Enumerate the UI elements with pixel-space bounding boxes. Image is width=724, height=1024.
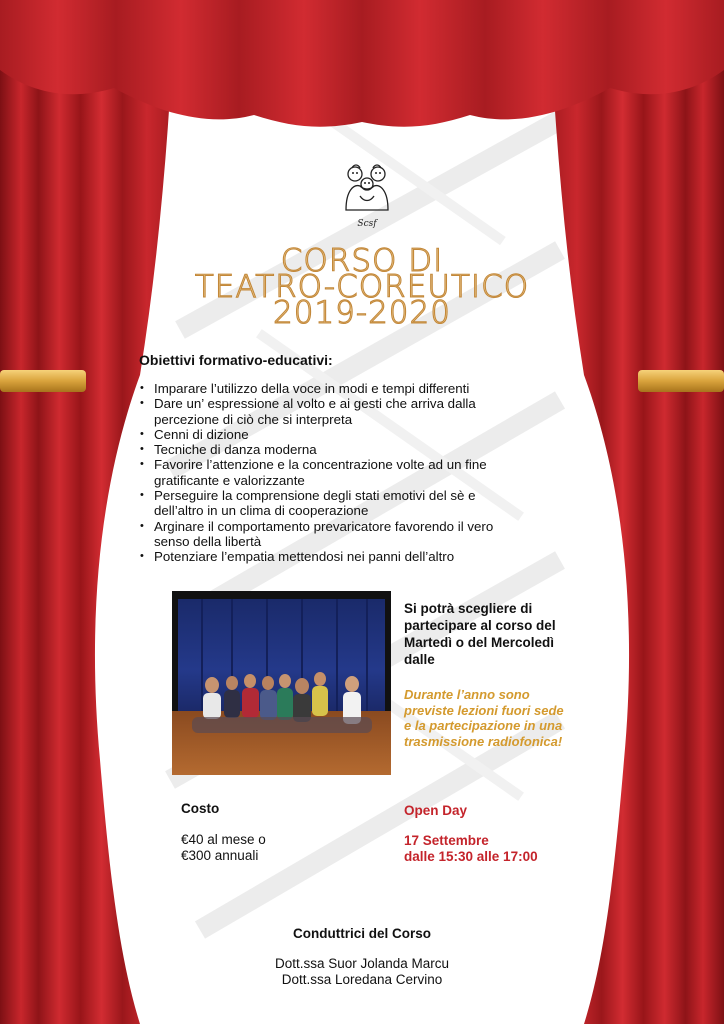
objectives-list <box>139 381 519 565</box>
open-day-date: 17 Settembre <box>404 833 489 848</box>
stage-photo <box>172 591 391 775</box>
title-line-2: TEATRO-COREUTICO <box>194 269 530 305</box>
cost-monthly: €40 al mese o <box>181 832 266 847</box>
objective-item: • Potenziare l’empatia mettendosi nei panni dell’altro <box>139 549 519 564</box>
title-line-3: 2019-2020 <box>273 295 451 331</box>
open-day-time: dalle 15:30 alle 17:00 <box>404 849 538 864</box>
objective-item: • Imparare l’utilizzo della voce in modi e tempi differenti <box>139 381 519 396</box>
cost-heading: Costo <box>181 801 220 816</box>
objective-item: • Favorire l’attenzione e la concentrazione volte ad un fine gratificante e valorizzante <box>139 457 519 488</box>
objective-item: • Perseguire la comprensione degli stati emotivi del sè e dell’altro in un clima di cooperazione <box>139 488 519 519</box>
course-days-info: Si potrà scegliere di partecipare al corso del Martedì o del Mercoledì dalle <box>404 601 556 667</box>
conductor-name: Dott.ssa Loredana Cervino <box>281 972 443 987</box>
logo-text: Scsf <box>357 219 377 229</box>
left-tieback <box>0 370 86 392</box>
objectives-heading: Obiettivi formativo-educativi: <box>139 352 333 368</box>
extra-activities-info: Durante l’anno sono previste lezioni fuori sede e la partecipazione in una trasmissione radiofonica! <box>404 687 564 749</box>
title-line-1: CORSO DI <box>280 243 444 279</box>
objective-item: • Dare un’ espressione al volto e ai gesti che arriva dalla percezione di ciò che si interpreta <box>139 396 519 427</box>
objective-item: • Cenni di dizione <box>139 427 519 442</box>
objective-item: • Arginare il comportamento prevaricatore favorendo il vero senso della libertà <box>139 519 519 550</box>
conductors-heading: Conduttrici del Corso <box>293 926 431 941</box>
conductor-name: Dott.ssa Suor Jolanda Marcu <box>274 956 450 971</box>
open-day-heading: Open Day <box>404 803 468 818</box>
right-curtain <box>549 0 724 1024</box>
right-tieback <box>638 370 724 392</box>
scsf-logo <box>342 160 392 232</box>
cost-yearly: €300 annuali <box>181 848 259 863</box>
objective-item: • Tecniche di danza moderna <box>139 442 519 457</box>
